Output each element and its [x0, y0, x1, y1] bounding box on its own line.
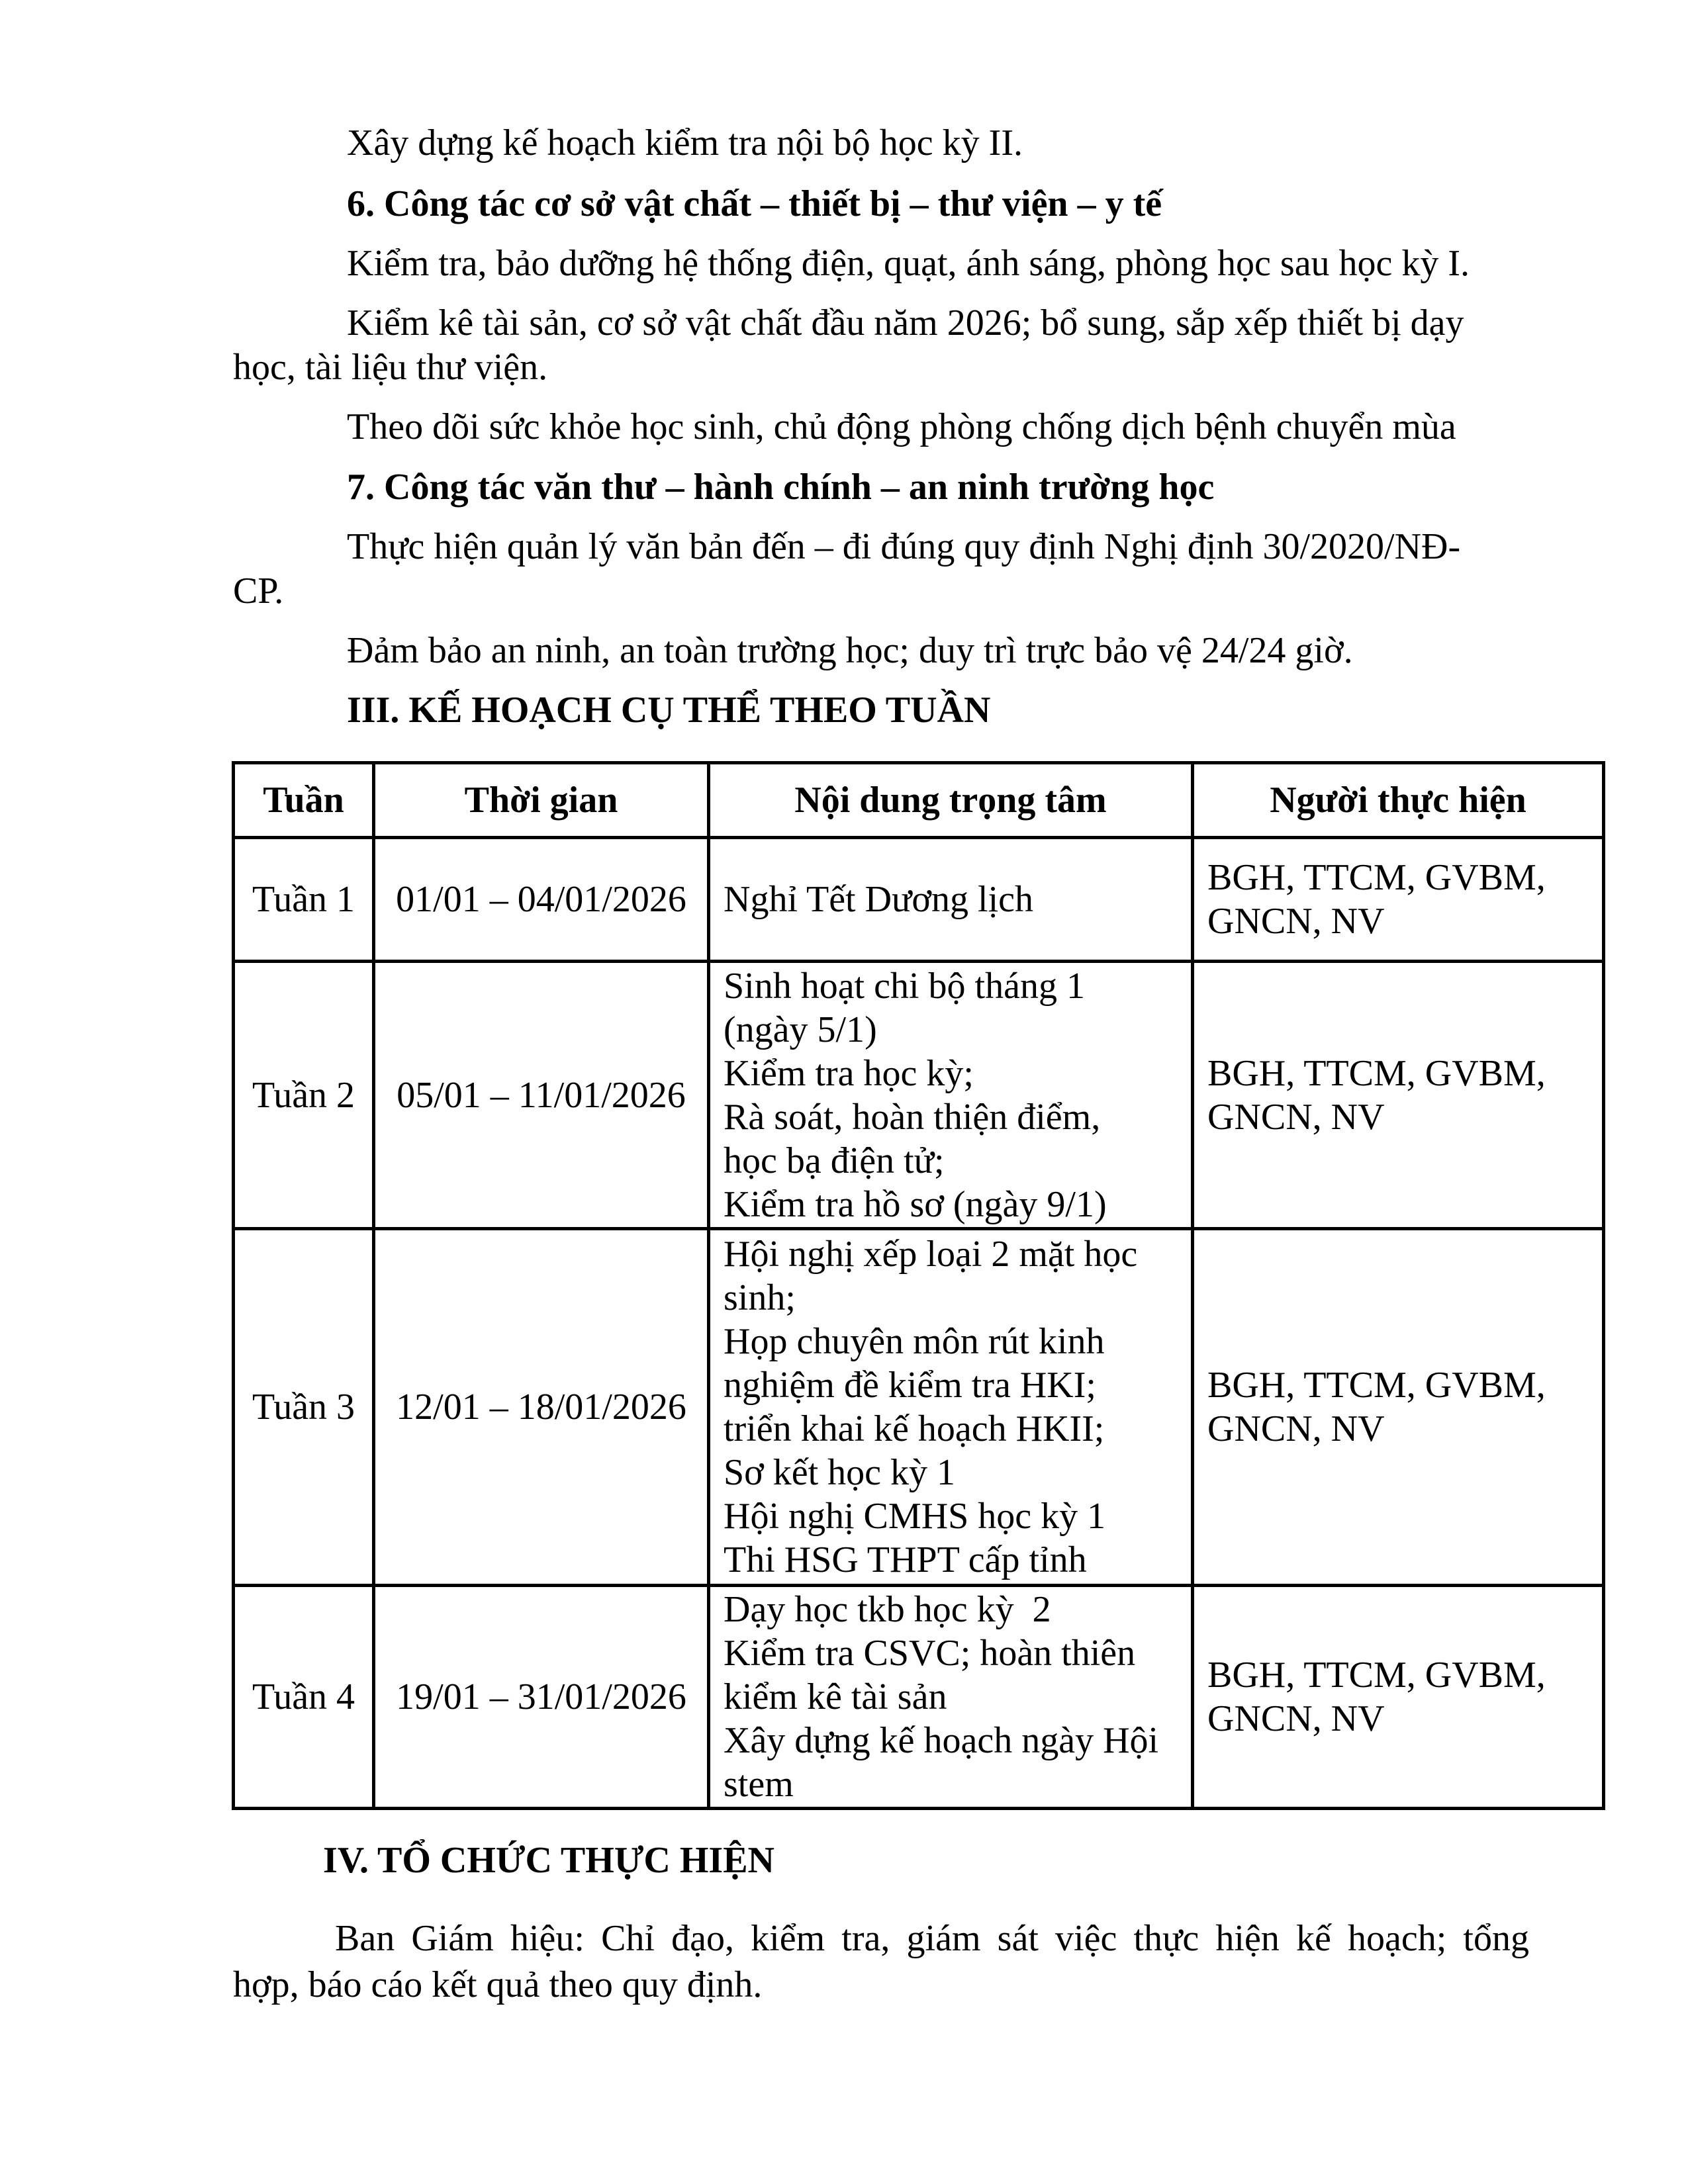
paragraph-document-management-line2: CP.: [233, 570, 284, 612]
person-line: GNCN, NV: [1207, 901, 1385, 942]
content-line: kiểm kê tài sản: [724, 1676, 947, 1717]
person-line: BGH, TTCM, GVBM,: [1207, 857, 1546, 898]
content-line: Hội nghị xếp loại 2 mặt học: [724, 1234, 1138, 1275]
person-line: BGH, TTCM, GVBM,: [1207, 1365, 1546, 1406]
content-line: Kiểm tra hồ sơ (ngày 9/1): [724, 1183, 1107, 1225]
week-cell: Tuần 3: [234, 1229, 374, 1586]
content-line: nghiệm đề kiểm tra HKI;: [724, 1365, 1096, 1406]
table-header-row: [234, 763, 1604, 838]
content-line: Hội nghị CMHS học kỳ 1: [724, 1496, 1106, 1537]
paragraph-maintenance: Kiểm tra, bảo dưỡng hệ thống điện, quạt, ánh sáng, phòng học sau học kỳ I.: [347, 243, 1470, 284]
column-header-content: Nội dung trọng tâm: [709, 763, 1193, 838]
table-row: [234, 838, 1604, 962]
table-row: [234, 1229, 1604, 1586]
person-line: GNCN, NV: [1207, 1096, 1385, 1138]
content-cell: [709, 962, 1193, 1229]
content-cell: [709, 1586, 1193, 1809]
column-header-person: Người thực hiện: [1193, 763, 1604, 838]
content-line: Họp chuyên môn rút kinh: [724, 1321, 1105, 1362]
column-header-time: Thời gian: [374, 763, 709, 838]
date-range-cell: 01/01 – 04/01/2026: [374, 838, 709, 962]
week-cell: Tuần 4: [234, 1586, 374, 1809]
content-line: triển khai kế hoạch HKII;: [724, 1408, 1105, 1449]
content-line: Nghỉ Tết Dương lịch: [724, 879, 1033, 920]
section-6-heading: 6. Công tác cơ sở vật chất – thiết bị – thư viện – y tế: [347, 183, 1162, 224]
section-3-heading: III. KẾ HOẠCH CỤ THỂ THEO TUẦN: [347, 690, 991, 731]
paragraph-school-security: Đảm bảo an ninh, an toàn trường học; duy trì trực bảo vệ 24/24 giờ.: [347, 630, 1353, 671]
paragraph-board-responsibility-line2: hợp, báo cáo kết quả theo quy định.: [233, 1964, 763, 2005]
paragraph-board-responsibility-line1: Ban Giám hiệu: Chỉ đạo, kiểm tra, giám sát việc thực hiện kế hoạch; tổng: [335, 1918, 1529, 1959]
content-line: Sinh hoạt chi bộ tháng 1: [724, 965, 1085, 1007]
table-row: [234, 962, 1604, 1229]
date-range-cell: 19/01 – 31/01/2026: [374, 1586, 709, 1809]
paragraph-asset-inventory-line1: Kiểm kê tài sản, cơ sở vật chất đầu năm 2026; bổ sung, sắp xếp thiết bị dạy: [347, 302, 1464, 343]
content-line: Xây dựng kế hoạch ngày Hội: [724, 1720, 1159, 1761]
content-cell: [709, 838, 1193, 962]
person-line: BGH, TTCM, GVBM,: [1207, 1052, 1546, 1094]
content-line: Sơ kết học kỳ 1: [724, 1452, 956, 1493]
content-line: stem: [724, 1764, 794, 1805]
person-line: GNCN, NV: [1207, 1408, 1385, 1449]
column-header-week: Tuần: [234, 763, 374, 838]
content-line: sinh;: [724, 1277, 796, 1318]
week-cell: Tuần 2: [234, 962, 374, 1229]
paragraph-health-monitoring: Theo dõi sức khỏe học sinh, chủ động phòng chống dịch bệnh chuyển mùa: [347, 406, 1456, 447]
content-cell: [709, 1229, 1193, 1586]
person-cell: [1193, 1229, 1604, 1586]
paragraph-asset-inventory-line2: học, tài liệu thư viện.: [233, 347, 548, 388]
content-line: (ngày 5/1): [724, 1009, 877, 1050]
content-line: Rà soát, hoàn thiện điểm,: [724, 1096, 1101, 1138]
person-cell: [1193, 838, 1604, 962]
section-4-heading: IV. TỔ CHỨC THỰC HIỆN: [323, 1840, 774, 1881]
week-cell: Tuần 1: [234, 838, 374, 962]
weekly-plan-table: [232, 761, 1605, 1810]
content-line: Thi HSG THPT cấp tỉnh: [724, 1539, 1087, 1580]
table-row: [234, 1586, 1604, 1809]
content-line: học bạ điện tử;: [724, 1140, 945, 1181]
paragraph-document-management-line1: Thực hiện quản lý văn bản đến – đi đúng quy định Nghị định 30/2020/NĐ-: [347, 526, 1461, 567]
person-line: GNCN, NV: [1207, 1698, 1385, 1739]
date-range-cell: 12/01 – 18/01/2026: [374, 1229, 709, 1586]
person-cell: [1193, 962, 1604, 1229]
date-range-cell: 05/01 – 11/01/2026: [374, 962, 709, 1229]
content-line: Kiểm tra CSVC; hoàn thiên: [724, 1633, 1136, 1674]
content-line: Kiểm tra học kỳ;: [724, 1052, 974, 1094]
content-line: Dạy học tkb học kỳ 2: [724, 1589, 1051, 1630]
section-7-heading: 7. Công tác văn thư – hành chính – an ninh trường học: [347, 467, 1215, 508]
paragraph-internal-inspection-plan: Xây dựng kế hoạch kiểm tra nội bộ học kỳ II.: [347, 122, 1023, 163]
person-cell: [1193, 1586, 1604, 1809]
person-line: BGH, TTCM, GVBM,: [1207, 1655, 1546, 1696]
